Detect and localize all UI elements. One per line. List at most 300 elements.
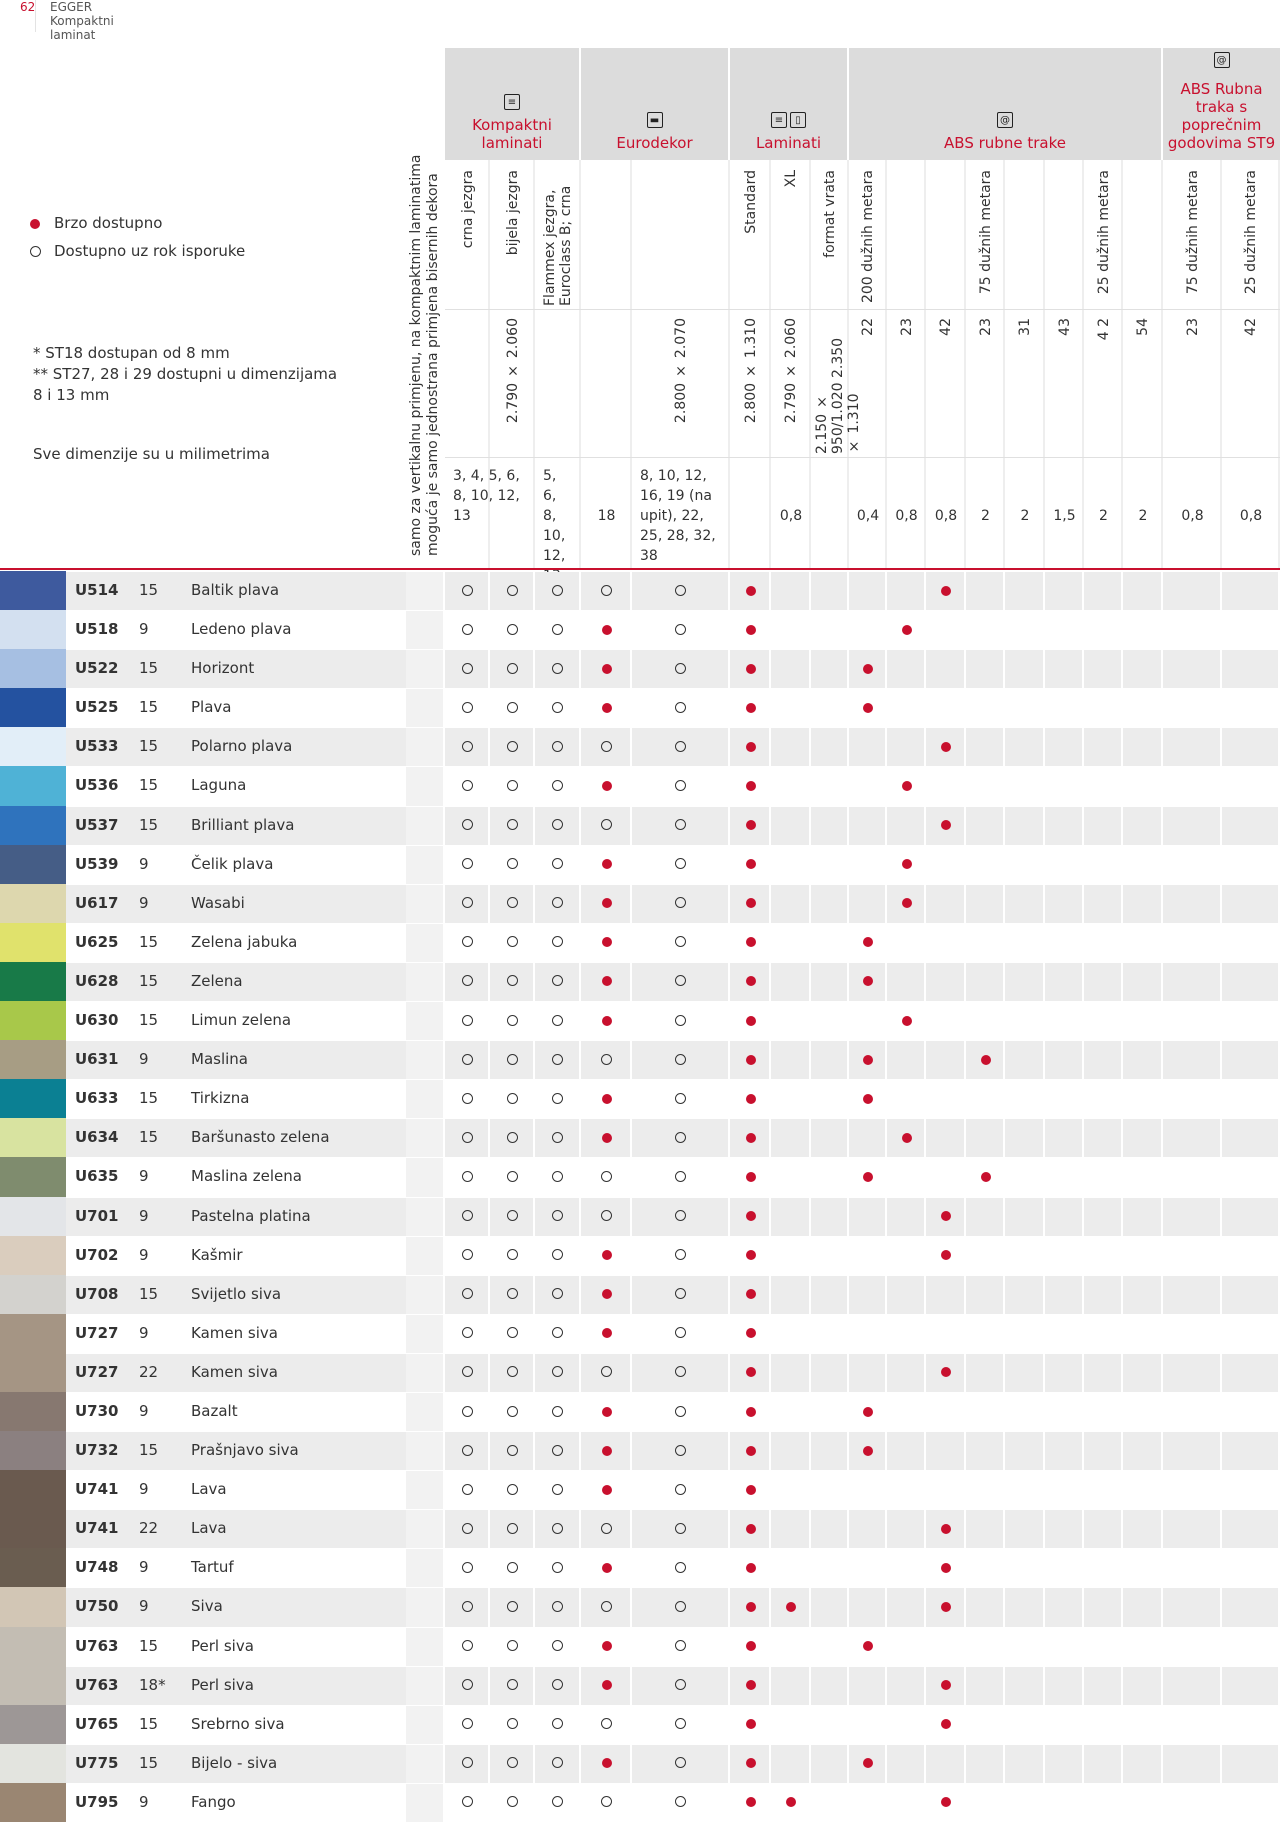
column-size-label: 31: [1017, 318, 1033, 336]
available-dot-icon: [746, 1524, 756, 1534]
table-row: [0, 727, 1280, 766]
color-swatch: [0, 1353, 66, 1392]
layers-icon: ≡: [771, 112, 787, 128]
available-dot-icon: [902, 898, 912, 908]
table-row: [0, 1431, 1280, 1470]
on-order-circle-icon: [552, 1640, 563, 1651]
on-order-circle-icon: [552, 585, 563, 596]
column-thickness-label: 2: [1099, 508, 1108, 524]
group-laminati: [730, 48, 849, 160]
available-dot-icon: [602, 1485, 612, 1495]
available-dot-icon: [602, 1016, 612, 1026]
color-swatch: [0, 1001, 66, 1040]
decor-name: Limun zelena: [191, 1011, 292, 1030]
on-order-circle-icon: [462, 1484, 473, 1495]
on-order-circle-icon: [675, 1132, 686, 1143]
decor-name: Kamen siva: [191, 1362, 278, 1381]
color-swatch: [0, 1197, 66, 1236]
vertical-application-note: samo za vertikalnu primjenu, na kompaktnim laminatima moguća je samo jednostrana primjena bisernih dekora: [408, 154, 441, 556]
column-size-label: 2.800 × 1.310: [742, 318, 759, 424]
on-order-circle-icon: [507, 1406, 518, 1417]
column-thickness-label: 0,8: [934, 508, 958, 524]
group-label: ABS rubne trake: [944, 134, 1066, 152]
available-dot-icon: [746, 1328, 756, 1338]
available-dot-icon: [746, 1407, 756, 1417]
table-row: [0, 688, 1280, 727]
on-order-circle-icon: [462, 585, 473, 596]
on-order-circle-icon: [462, 1249, 473, 1260]
on-order-circle-icon: [462, 1171, 473, 1182]
column-thickness-label: 5, 6, 8, 10, 12,: [543, 468, 566, 564]
column-type-label: format vrata: [822, 170, 838, 258]
column-size-label: 22: [860, 318, 876, 336]
decor-code: U795: [75, 1792, 119, 1811]
column-type-label: XL: [783, 170, 799, 188]
on-order-circle-icon: [462, 624, 473, 635]
on-order-circle-icon: [552, 1406, 563, 1417]
available-dot-icon: [602, 976, 612, 986]
on-order-circle-icon: [552, 1484, 563, 1495]
structure-code: 15: [139, 776, 159, 795]
on-order-circle-icon: [507, 663, 518, 674]
color-swatch: [0, 923, 66, 962]
decor-name: Prašnjavo siva: [191, 1441, 299, 1460]
available-dot-icon: [902, 1133, 912, 1143]
decor-name: Wasabi: [191, 893, 245, 912]
available-dot-icon: [981, 1055, 991, 1065]
column-size-label: 2.790 × 2.060: [783, 318, 799, 424]
color-swatch: [0, 1275, 66, 1314]
color-swatch: [0, 962, 66, 1001]
structure-code: 22: [139, 1362, 159, 1381]
table-row: [0, 1587, 1280, 1626]
on-order-circle-icon: [507, 624, 518, 635]
available-dot-icon: [981, 1172, 991, 1182]
available-dot-icon: [746, 742, 756, 752]
on-order-circle-icon: [462, 1210, 473, 1221]
decor-name: Polarno plava: [191, 737, 293, 756]
on-order-circle-icon: [601, 1210, 612, 1221]
available-dot-icon: [602, 1250, 612, 1260]
on-order-circle-icon: [462, 1132, 473, 1143]
decor-code: U732: [75, 1441, 119, 1460]
on-order-circle-icon: [507, 1093, 518, 1104]
column-thickness-label: 8, 10, 12, 16, 19 (na upit), 22, 25, 28, 32, 38: [640, 468, 716, 564]
on-order-circle-icon: [462, 1288, 473, 1299]
decor-name: Siva: [191, 1597, 223, 1616]
on-order-circle-icon: [462, 1445, 473, 1456]
decor-code: U630: [75, 1011, 119, 1030]
table-row: [0, 1197, 1280, 1236]
available-dot-icon: [602, 625, 612, 635]
on-order-circle-icon: [462, 741, 473, 752]
table-row: [0, 1627, 1280, 1666]
decor-code: U633: [75, 1089, 119, 1108]
available-dot-icon: [941, 1524, 951, 1534]
available-dot-icon: [941, 1211, 951, 1221]
decor-name: Maslina: [191, 1050, 248, 1069]
structure-code: 22: [139, 1519, 159, 1538]
decor-code: U702: [75, 1245, 119, 1264]
table-row: [0, 884, 1280, 923]
available-dot-icon: [863, 1172, 873, 1182]
table-row: [0, 1548, 1280, 1587]
table-row: [0, 1314, 1280, 1353]
on-order-circle-icon: [507, 702, 518, 713]
on-order-circle-icon: [675, 663, 686, 674]
on-order-circle-icon: [507, 1366, 518, 1377]
on-order-circle-icon: [507, 1601, 518, 1612]
on-order-circle-icon: [552, 1015, 563, 1026]
circle-icon: [30, 246, 41, 257]
decor-code: U634: [75, 1128, 119, 1147]
on-order-circle-icon: [507, 1562, 518, 1573]
available-dot-icon: [746, 586, 756, 596]
structure-code: 15: [139, 1284, 159, 1303]
decor-code: U765: [75, 1714, 119, 1733]
available-dot-icon: [863, 703, 873, 713]
available-dot-icon: [746, 664, 756, 674]
structure-code: 9: [139, 1558, 149, 1577]
decor-name: Baršunasto zelena: [191, 1128, 330, 1147]
color-swatch: [0, 806, 66, 845]
on-order-circle-icon: [675, 1054, 686, 1065]
column-thickness-label: 2: [1138, 508, 1148, 524]
note-st27-dims: 8 i 13 mm: [33, 386, 110, 404]
decor-code: U533: [75, 737, 119, 756]
note-st18: * ST18 dostupan od 8 mm: [33, 344, 230, 362]
on-order-circle-icon: [462, 819, 473, 830]
decor-code: U536: [75, 776, 119, 795]
column-type-label: crna jezgra: [459, 170, 476, 249]
table-row: [0, 571, 1280, 610]
column-size-label: 23: [1184, 318, 1201, 336]
column-thickness-label: 1,5: [1053, 508, 1076, 524]
color-swatch: [0, 766, 66, 805]
on-order-circle-icon: [675, 702, 686, 713]
header-divider: [35, 0, 36, 32]
available-dot-icon: [863, 1094, 873, 1104]
column-size-label: 54: [1135, 318, 1151, 336]
group-abs-rubne-trake: [849, 48, 1163, 160]
decor-name: Kamen siva: [191, 1323, 278, 1342]
decor-code: U537: [75, 815, 119, 834]
decor-code: U775: [75, 1753, 119, 1772]
available-dot-icon: [863, 1407, 873, 1417]
table-row: [0, 845, 1280, 884]
table-row: [0, 962, 1280, 1001]
color-swatch: [0, 688, 66, 727]
decor-code: U708: [75, 1284, 119, 1303]
on-order-circle-icon: [507, 1757, 518, 1768]
on-order-circle-icon: [601, 1718, 612, 1729]
decor-name: Ledeno plava: [191, 620, 292, 639]
column-type-label: 200 dužnih metara: [860, 170, 876, 304]
decor-name: Tirkizna: [191, 1089, 250, 1108]
decor-code: U518: [75, 620, 119, 639]
on-order-circle-icon: [507, 585, 518, 596]
decor-name: Zelena jabuka: [191, 932, 298, 951]
decor-name: Lava: [191, 1480, 227, 1499]
available-dot-icon: [602, 1407, 612, 1417]
table-row: [0, 1275, 1280, 1314]
on-order-circle-icon: [507, 1640, 518, 1651]
decor-name: Horizont: [191, 659, 255, 678]
on-order-circle-icon: [507, 1445, 518, 1456]
on-order-circle-icon: [462, 702, 473, 713]
decor-code: U741: [75, 1519, 119, 1538]
on-order-circle-icon: [601, 819, 612, 830]
decor-code: U763: [75, 1675, 119, 1694]
color-swatch: [0, 1236, 66, 1275]
on-order-circle-icon: [601, 1054, 612, 1065]
on-order-circle-icon: [507, 1015, 518, 1026]
on-order-circle-icon: [462, 1640, 473, 1651]
table-row: [0, 1040, 1280, 1079]
on-order-circle-icon: [462, 1327, 473, 1338]
on-order-circle-icon: [507, 741, 518, 752]
decor-name: Svijetlo siva: [191, 1284, 282, 1303]
decor-code: U514: [75, 581, 119, 599]
structure-code: 18*: [139, 1675, 166, 1694]
decor-code: U525: [75, 698, 119, 717]
available-dot-icon: [746, 1719, 756, 1729]
on-order-circle-icon: [552, 1210, 563, 1221]
column-size-label: 23: [977, 318, 994, 336]
column-type-label: Flammex jezgra, Euroclass B; crna: [542, 185, 574, 306]
on-order-circle-icon: [462, 1366, 473, 1377]
color-swatch: [0, 1157, 66, 1196]
on-order-circle-icon: [462, 1093, 473, 1104]
decor-name: Plava: [191, 698, 232, 717]
available-dot-icon: [746, 859, 756, 869]
color-swatch: [0, 1783, 66, 1822]
on-order-circle-icon: [675, 624, 686, 635]
column-size-label: 4 2: [1095, 318, 1112, 341]
decor-code: U701: [75, 1206, 119, 1225]
decor-code: U750: [75, 1597, 119, 1616]
table-row: [0, 1118, 1280, 1157]
on-order-circle-icon: [462, 1523, 473, 1534]
on-order-circle-icon: [552, 1562, 563, 1573]
on-order-circle-icon: [462, 1601, 473, 1612]
on-order-circle-icon: [462, 936, 473, 947]
on-order-circle-icon: [507, 819, 518, 830]
color-swatch: [0, 1705, 66, 1744]
structure-code: 15: [139, 932, 159, 951]
decor-code: U539: [75, 854, 119, 873]
column-thickness-label: 0,8: [1181, 508, 1204, 524]
color-swatch: [0, 571, 66, 610]
on-order-circle-icon: [507, 1718, 518, 1729]
on-order-circle-icon: [462, 1054, 473, 1065]
on-order-circle-icon: [552, 1523, 563, 1534]
decor-code: U727: [75, 1362, 119, 1381]
column-thickness-label: 2: [981, 508, 990, 524]
available-dot-icon: [602, 1563, 612, 1573]
available-dot-icon: [746, 1797, 756, 1807]
structure-code: 15: [139, 1089, 159, 1108]
on-order-circle-icon: [675, 1171, 686, 1182]
available-dot-icon: [746, 1289, 756, 1299]
on-order-circle-icon: [601, 1523, 612, 1534]
on-order-circle-icon: [507, 1132, 518, 1143]
available-dot-icon: [902, 625, 912, 635]
group-label: Kompaktni laminati: [472, 116, 552, 152]
available-dot-icon: [602, 1680, 612, 1690]
structure-code: 15: [139, 737, 159, 756]
column-thickness-label: 3, 4, 5, 6, 8, 10, 12, 13: [453, 468, 520, 524]
on-order-circle-icon: [601, 1601, 612, 1612]
on-order-circle-icon: [601, 741, 612, 752]
available-dot-icon: [746, 1680, 756, 1690]
structure-code: 15: [139, 1128, 159, 1147]
available-dot-icon: [746, 1367, 756, 1377]
on-order-circle-icon: [462, 1015, 473, 1026]
on-order-circle-icon: [507, 1249, 518, 1260]
column-size-label: 42: [1243, 318, 1259, 336]
on-order-circle-icon: [675, 1093, 686, 1104]
color-swatch: [0, 1548, 66, 1587]
available-dot-icon: [746, 1172, 756, 1182]
available-dot-icon: [863, 1055, 873, 1065]
on-order-circle-icon: [601, 585, 612, 596]
available-dot-icon: [746, 625, 756, 635]
available-dot-icon: [602, 781, 612, 791]
decor-code: U625: [75, 932, 119, 951]
structure-code: 15: [139, 1011, 159, 1030]
table-row: [0, 923, 1280, 962]
available-dot-icon: [746, 1485, 756, 1495]
on-order-circle-icon: [552, 1601, 563, 1612]
on-order-circle-icon: [462, 975, 473, 986]
color-swatch: [0, 1744, 66, 1783]
column-thickness-label: 18: [597, 508, 616, 524]
color-swatch: [0, 727, 66, 766]
available-dot-icon: [746, 898, 756, 908]
color-swatch: [0, 1431, 66, 1470]
column-thickness-label: 0,4: [856, 508, 880, 524]
column-thickness-label: 2: [1020, 508, 1030, 524]
available-dot-icon: [746, 1094, 756, 1104]
on-order-circle-icon: [675, 1015, 686, 1026]
group-label: ABS Rubna traka s poprečnim godovima ST9: [1167, 80, 1276, 152]
color-swatch: [0, 1040, 66, 1079]
table-row: [0, 1001, 1280, 1040]
table-row: [0, 610, 1280, 649]
on-order-circle-icon: [462, 858, 473, 869]
on-order-circle-icon: [462, 663, 473, 674]
column-size-label: 2.800 × 2.070: [673, 318, 689, 424]
column-thickness-label: 0,8: [779, 508, 803, 524]
available-dot-icon: [746, 1211, 756, 1221]
available-dot-icon: [602, 859, 612, 869]
structure-code: 9: [139, 1050, 149, 1069]
available-dot-icon: [902, 1016, 912, 1026]
available-dot-icon: [602, 1133, 612, 1143]
table-row: [0, 1236, 1280, 1275]
structure-code: 15: [139, 1714, 159, 1733]
on-order-circle-icon: [507, 1796, 518, 1807]
on-order-circle-icon: [552, 1132, 563, 1143]
table-row: [0, 766, 1280, 805]
on-order-circle-icon: [675, 1601, 686, 1612]
on-order-circle-icon: [601, 1171, 612, 1182]
decor-code: U730: [75, 1401, 119, 1420]
on-order-circle-icon: [507, 936, 518, 947]
on-order-circle-icon: [552, 1445, 563, 1456]
on-order-circle-icon: [462, 1718, 473, 1729]
on-order-circle-icon: [552, 702, 563, 713]
available-dot-icon: [602, 1094, 612, 1104]
on-order-circle-icon: [552, 1171, 563, 1182]
color-swatch: [0, 649, 66, 688]
available-dot-icon: [941, 1602, 951, 1612]
column-thickness-label: 0,8: [895, 508, 918, 524]
available-dot-icon: [602, 1328, 612, 1338]
structure-code: 15: [139, 659, 159, 678]
decor-name: Tartuf: [191, 1558, 234, 1577]
table-row: [0, 1392, 1280, 1431]
available-dot-icon: [863, 1446, 873, 1456]
structure-code: 9: [139, 620, 149, 639]
legend-on-order: Dostupno uz rok isporuke: [30, 242, 245, 260]
structure-code: 15: [139, 971, 159, 990]
available-dot-icon: [746, 976, 756, 986]
structure-code: 15: [139, 1441, 159, 1460]
on-order-circle-icon: [462, 1757, 473, 1768]
column-type-label: 75 dužnih metara: [1184, 170, 1201, 295]
on-order-circle-icon: [507, 1288, 518, 1299]
available-dot-icon: [746, 1563, 756, 1573]
on-order-circle-icon: [552, 1093, 563, 1104]
available-dot-icon: [746, 703, 756, 713]
structure-code: 15: [139, 1636, 159, 1655]
group-label: Laminati: [755, 134, 822, 152]
structure-code: 15: [139, 1753, 159, 1772]
available-dot-icon: [602, 1289, 612, 1299]
color-swatch: [0, 1470, 66, 1509]
table-row: [0, 1470, 1280, 1509]
decor-code: U617: [75, 893, 119, 912]
header-separator: [445, 309, 1280, 310]
table-row: [0, 1157, 1280, 1196]
available-dot-icon: [941, 586, 951, 596]
on-order-circle-icon: [675, 1523, 686, 1534]
on-order-circle-icon: [462, 897, 473, 908]
on-order-circle-icon: [507, 1679, 518, 1690]
decor-name: Lava: [191, 1519, 227, 1538]
available-dot-icon: [602, 1758, 612, 1768]
on-order-circle-icon: [675, 1210, 686, 1221]
decor-code: U748: [75, 1558, 119, 1577]
on-order-circle-icon: [552, 1054, 563, 1065]
decor-table: [0, 571, 1280, 1822]
column-type-label: 25 dužnih metara: [1095, 170, 1112, 295]
note-st27: ** ST27, 28 i 29 dostupni u dimenzijama: [33, 365, 338, 383]
on-order-circle-icon: [675, 1484, 686, 1495]
on-order-circle-icon: [552, 624, 563, 635]
structure-code: 9: [139, 1597, 149, 1616]
structure-code: 9: [139, 854, 149, 873]
edge-band-icon: @: [1214, 52, 1230, 68]
structure-code: 9: [139, 893, 149, 912]
on-order-circle-icon: [675, 780, 686, 791]
column-size-label: 2.790 × 2.060: [504, 318, 521, 424]
color-swatch: [0, 1587, 66, 1626]
available-dot-icon: [602, 937, 612, 947]
page-number: 62: [20, 0, 36, 14]
